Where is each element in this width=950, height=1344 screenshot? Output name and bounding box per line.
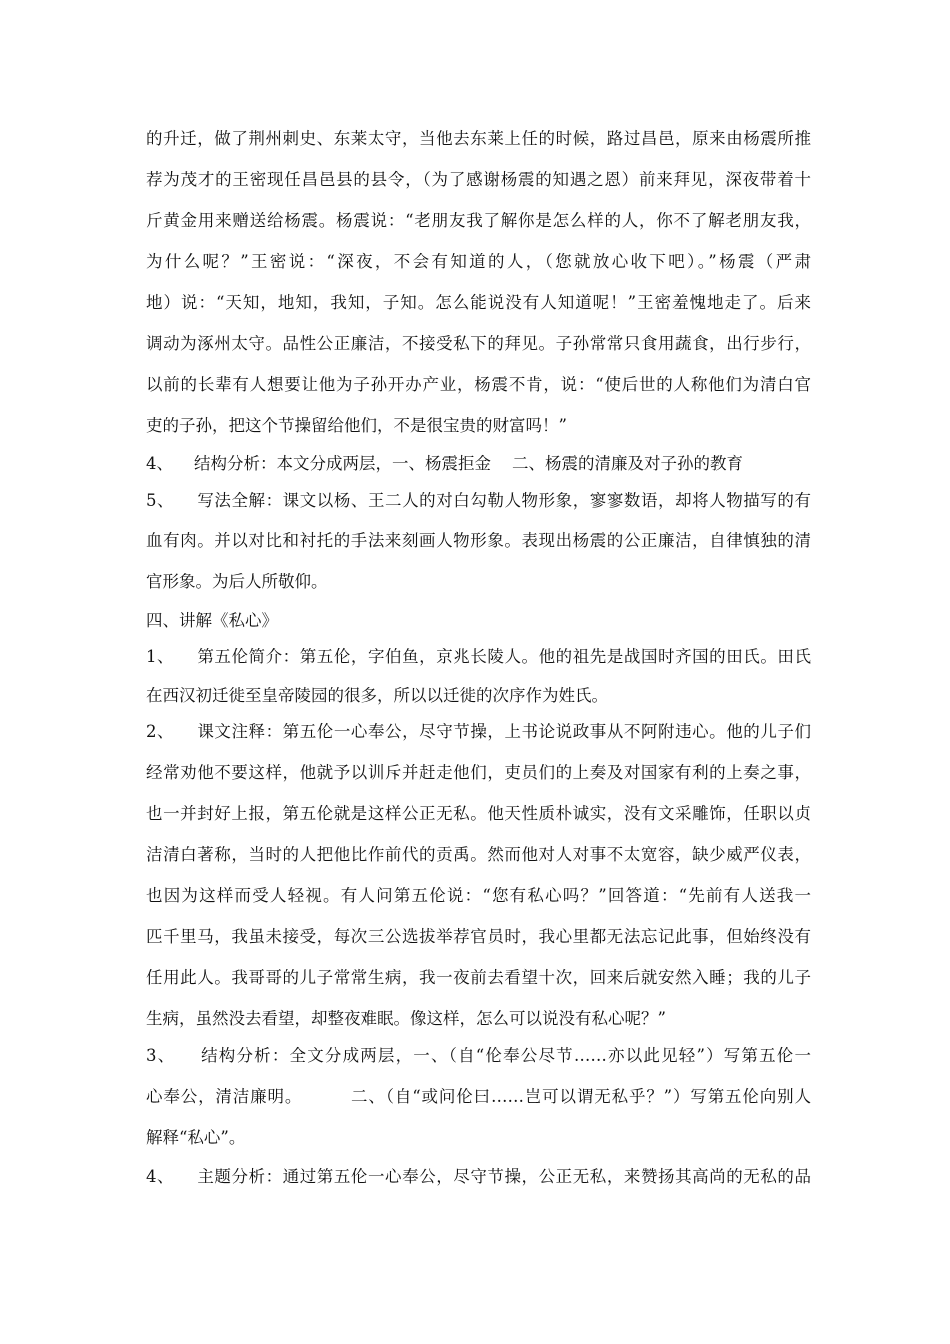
list-item-5: 5、 写法全解：课文以杨、王二人的对白勾勒人物形象，寥寥数语，却将人物描写的有	[146, 491, 811, 510]
text-line: 荐为茂才的王密现任昌邑县的县令，（为了感谢杨震的知遇之恩）前来拜见，深夜带着十	[146, 170, 811, 189]
text-line: 解释“私心”。	[146, 1128, 246, 1147]
text-line: 血有肉。并以对比和衬托的手法来刻画人物形象。表现出杨震的公正廉洁，自律慎独的清	[146, 531, 811, 550]
text-line: 斤黄金用来赠送给杨震。杨震说：“老朋友我了解你是怎么样的人，你不了解老朋友我，	[146, 211, 811, 230]
list-item-1: 1、 第五伦简介：第五伦，字伯鱼，京兆长陵人。他的祖先是战国时齐国的田氏。田氏	[146, 647, 811, 666]
text-line: 调动为涿州太守。品性公正廉洁，不接受私下的拜见。子孙常常只食用蔬食，出行步行，	[146, 334, 811, 353]
text-line: 洁清白著称，当时的人把他比作前代的贡禹。然而他对人对事不太宽容，缺少威严仪表，	[146, 845, 811, 864]
text-line: 经常劝他不要这样，他就予以训斥并赶走他们，吏员们的上奏及对国家有利的上奏之事，	[146, 763, 811, 782]
section-heading: 四、讲解《私心》	[146, 611, 278, 630]
text-line: 官形象。为后人所敬仰。	[146, 572, 328, 591]
text-line: 也一并封好上报，第五伦就是这样公正无私。他天性质朴诚实，没有文采雕饰，任职以贞	[146, 804, 811, 823]
list-item-2: 2、 课文注释：第五伦一心奉公，尽守节操，上书论说政事从不阿附违心。他的儿子们	[146, 722, 811, 741]
text-line: 任用此人。我哥哥的儿子常常生病，我一夜前去看望十次，回来后就安然入睡；我的儿子	[146, 968, 811, 987]
list-item-4b: 4、 主题分析：通过第五伦一心奉公，尽守节操，公正无私，来赞扬其高尚的无私的品	[146, 1167, 811, 1186]
text-line: 吏的子孙，把这个节操留给他们，不是很宝贵的财富吗！”	[146, 416, 567, 435]
list-item-3: 3、 结构分析：全文分成两层，一、（自“伦奉公尽节……亦以此见轻”）写第五伦一	[146, 1046, 811, 1065]
text-line: 以前的长辈有人想要让他为子孙开办产业，杨震不肯，说：“使后世的人称他们为清白官	[146, 375, 811, 394]
text-line: 在西汉初迁徙至皇帝陵园的很多，所以以迁徙的次序作为姓氏。	[146, 686, 608, 705]
text-line: 匹千里马，我虽未接受，每次三公选拔举荐官员时，我心里都无法忘记此事，但始终没有	[146, 927, 811, 946]
text-line: 生病，虽然没去看望，却整夜难眠。像这样，怎么可以说没有私心呢？”	[146, 1009, 666, 1028]
text-line: 地）说：“天知，地知，我知，子知。怎么能说没有人知道呢！”王密羞愧地走了。后来	[146, 293, 811, 312]
text-line: 也因为这样而受人轻视。有人问第五伦说：“您有私心吗？”回答道：“先前有人送我一	[146, 886, 811, 905]
text-line: 的升迁，做了荆州刺史、东莱太守，当他去东莱上任的时候，路过昌邑，原来由杨震所推	[146, 129, 811, 148]
list-item-4: 4、 结构分析：本文分成两层，一、杨震拒金 二、杨震的清廉及对子孙的教育	[146, 454, 743, 473]
text-line: 心奉公，清洁廉明。 二、（自“或问伦曰……岂可以谓无私乎？”）写第五伦向别人	[146, 1087, 811, 1106]
text-line: 为什么呢？”王密说：“深夜，不会有知道的人，（您就放心收下吧）。”杨震（严肃	[146, 252, 811, 271]
